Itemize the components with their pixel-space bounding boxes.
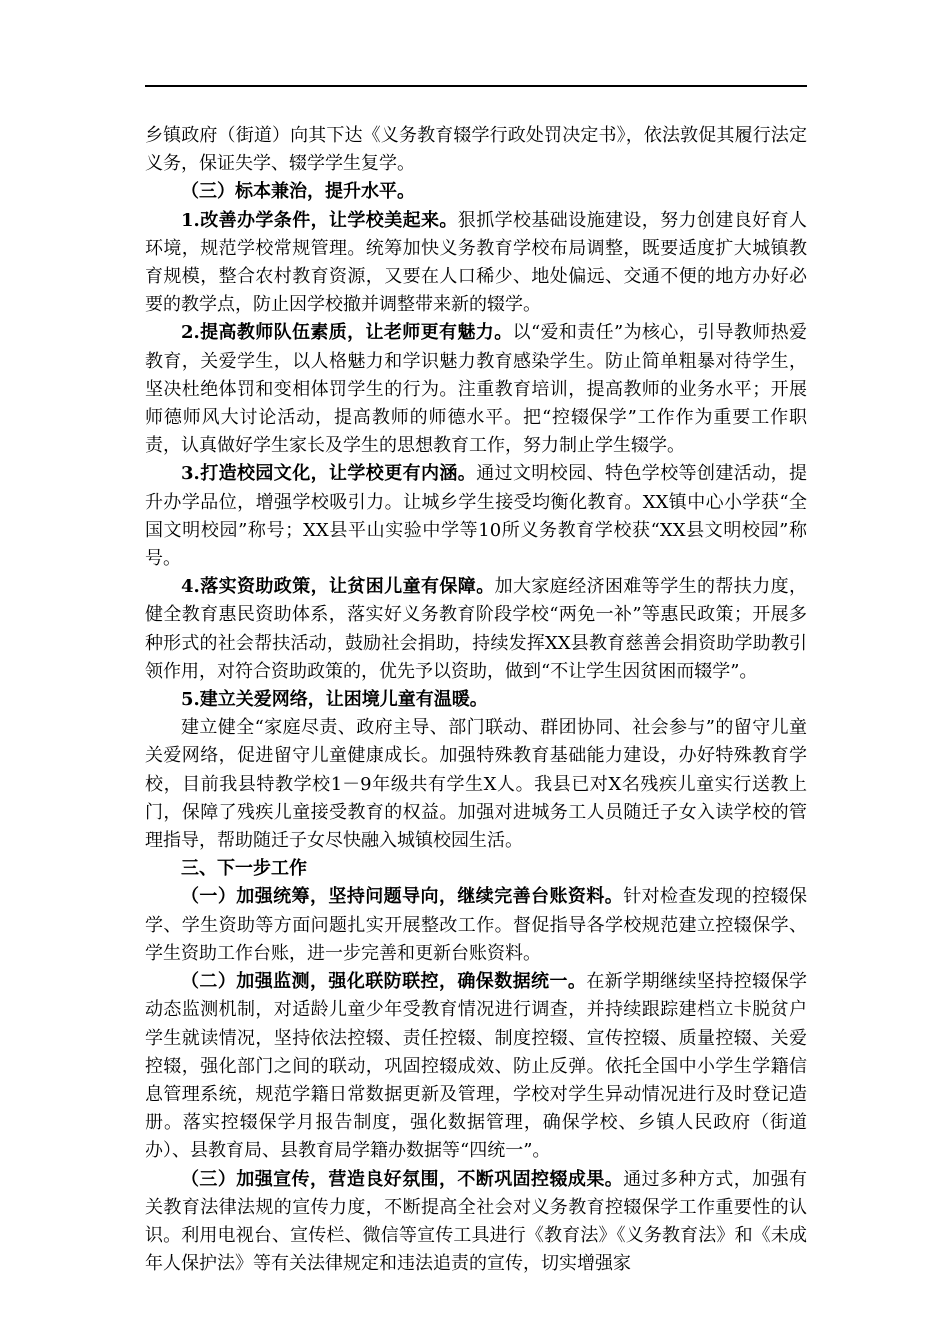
paragraph-1 <box>145 122 807 178</box>
paragraph-heading: （三）标本兼治，提升水平。 <box>181 181 415 203</box>
paragraph-text: 针对检查发现的控辍保学、学生资助等方面问题扎实开展整改工作。督促指导各学校规范建立控辍保学、学生资助工作台账，进一步完善和更新台账资料。 <box>145 886 808 964</box>
paragraph-heading: 3.打造校园文化，让学校更有内涵。 <box>181 463 477 485</box>
section-heading-next-steps <box>145 855 807 883</box>
paragraph-text: 建立健全“家庭尽责、政府主导、部门联动、群团协同、社会参与”的留守儿童关爱网络，促进留守儿童健康成长。加强特殊教育基础能力建设，办好特殊教育学校，目前我县特教学校1－9年级共有学生X人。我县已对X名残疾儿童实行送教上门，保障了残疾儿童接受教育的权益。加强对进城务工人员随迁子女入读学校的管理指导，帮助随迁子女尽快融入城镇校园生活。 <box>145 717 807 852</box>
paragraph-item-5-body <box>145 714 807 855</box>
paragraph-text: 加大家庭经济困难等学生的帮扶力度，健全教育惠民资助体系，落实好义务教育阶段学校“两免一补”等惠民政策；开展多种形式的社会帮扶活动，鼓励社会捐助，持续发挥XX县教育慈善会捐资助学助教引领作用，对符合资助政策的，优先予以资助，做到“不让学生因贫困而辍学”。 <box>145 576 807 682</box>
paragraph-next-3 <box>145 1166 807 1279</box>
paragraph-heading: （二）加强监测，强化联防联控，确保数据统一。 <box>181 971 587 993</box>
paragraph-item-2 <box>145 319 807 460</box>
paragraph-heading: 4.落实资助政策，让贫困儿童有保障。 <box>181 576 495 598</box>
paragraph-item-1 <box>145 207 807 320</box>
paragraph-heading: （一）加强统筹，坚持问题导向，继续完善台账资料。 <box>181 886 624 908</box>
paragraph-text: 乡镇政府（街道）向其下达《义务教育辍学行政处罚决定书》，依法敦促其履行法定义务，保证失学、辍学学生复学。 <box>145 125 807 175</box>
section-heading-3 <box>145 178 807 206</box>
paragraph-item-4 <box>145 573 807 686</box>
paragraph-text: 在新学期继续坚持控辍保学动态监测机制，对适龄儿童少年受教育情况进行调查，并持续跟踪建档立卡脱贫户学生就读情况，坚持依法控辍、责任控辍、制度控辍、宣传控辍、质量控辍、关爱控辍，强化部门之间的联动，巩固控辍成效、防止反弹。依托全国中小学生学籍信息管理系统，规范学籍日常数据更新及管理，学校对学生异动情况进行及时登记造册。落实控辍保学月报告制度，强化数据管理，确保学校、乡镇人民政府（街道办）、县教育局、县教育局学籍办数据等“四统一”。 <box>145 971 808 1162</box>
paragraph-next-2 <box>145 968 807 1165</box>
paragraph-text: 以“爱和责任”为核心，引导教师热爱教育，关爱学生，以人格魅力和学识魅力教育感染学生。防止简单粗暴对待学生，坚决杜绝体罚和变相体罚学生的行为。注重教育培训，提高教师的业务水平；开展师德师风大讨论活动，提高教师的师德水平。把“控辍保学”工作作为重要工作职责，认真做好学生家长及学生的思想教育工作，努力制止学生辍学。 <box>145 322 808 457</box>
paragraph-item-3 <box>145 460 807 573</box>
paragraph-next-1 <box>145 883 807 968</box>
header-rule <box>145 85 807 87</box>
paragraph-heading: 三、下一步工作 <box>181 858 307 880</box>
paragraph-heading: （三）加强宣传，营造良好氛围，不断巩固控辍成果。 <box>181 1168 624 1190</box>
paragraph-heading: 5.建立关爱网络，让困境儿童有温暖。 <box>181 689 488 711</box>
paragraph-text: 通过文明校园、特色学校等创建活动，提升办学品位，增强学校吸引力。让城乡学生接受均衡化教育。XX镇中心小学获“全国文明校园”称号；XX县平山实验中学等10所义务教育学校获“XX县文明校园”称号。 <box>145 463 808 570</box>
paragraph-heading: 2.提高教师队伍素质，让老师更有魅力。 <box>181 322 513 344</box>
paragraph-text: 通过多种方式，加强有关教育法律法规的宣传力度，不断提高全社会对义务教育控辍保学工作重要性的认识。利用电视台、宣传栏、微信等宣传工具进行《教育法》《义务教育法》和《未成年人保护法》等有关法律规定和违法追责的宣传，切实增强家 <box>145 1168 808 1275</box>
paragraph-heading: 1.改善办学条件，让学校美起来。 <box>181 209 458 231</box>
paragraph-item-5-heading <box>145 686 807 714</box>
paragraph-text: 狠抓学校基础设施建设，努力创建良好育人环境，规范学校常规管理。统筹加快义务教育学校布局调整，既要适度扩大城镇教育规模，整合农村教育资源，又要在人口稀少、地处偏远、交通不便的地方办好必要的教学点，防止因学校撤并调整带来新的辍学。 <box>145 209 807 316</box>
document-body <box>145 122 807 1278</box>
